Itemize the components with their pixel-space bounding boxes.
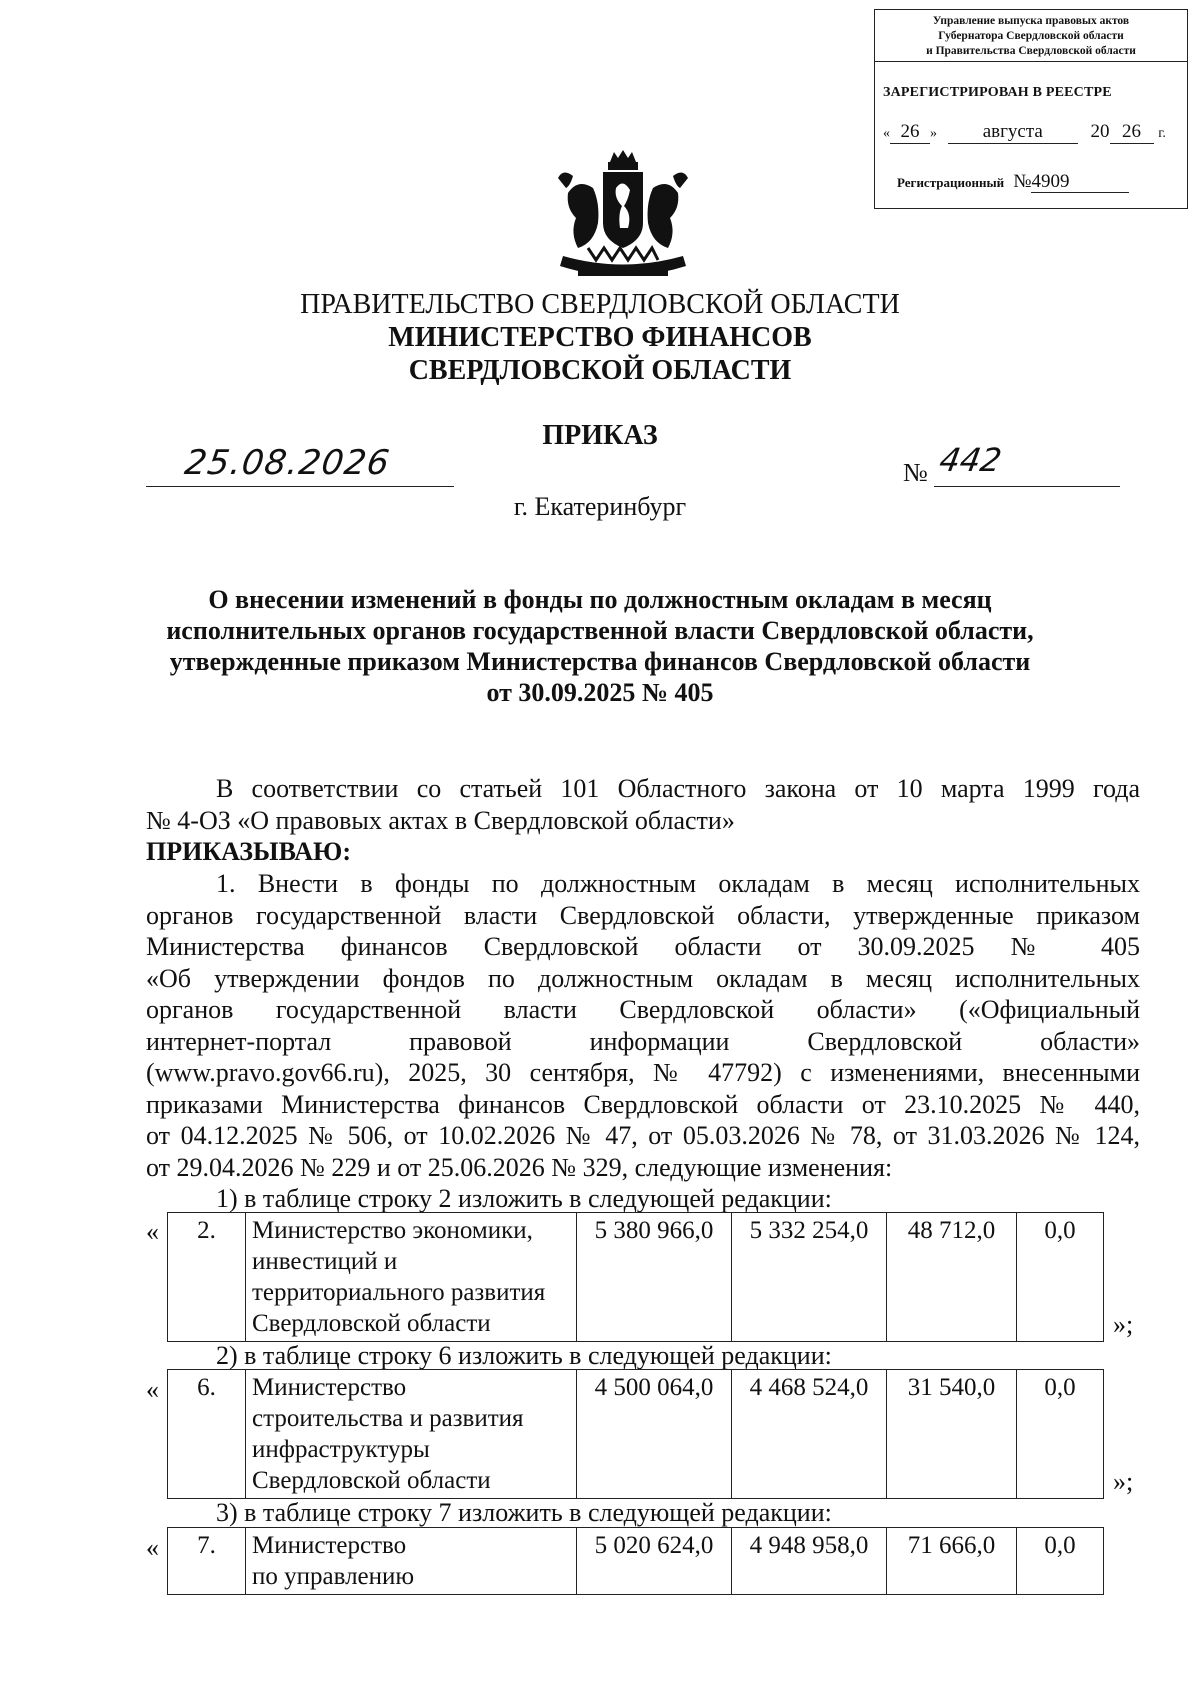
- row-value-2: 5 332 254,0: [732, 1213, 887, 1342]
- row-number: 7.: [168, 1528, 246, 1595]
- quote-open: «: [146, 1533, 159, 1562]
- stamp-header-line: и Правительства Свердловской области: [926, 45, 1136, 57]
- stamp-reg-label: Регистрационный: [897, 175, 1005, 190]
- order-number: 442: [936, 441, 1005, 479]
- org-line: Свердловской области: [252, 1467, 491, 1494]
- org-line: Министерство: [252, 1532, 407, 1559]
- row-value-2: 4 468 524,0: [732, 1370, 887, 1499]
- org-line: Свердловской области: [252, 1310, 491, 1337]
- item-line: от 29.04.2026 № 229 и от 25.06.2026 № 329, следующие изменения:: [146, 1152, 893, 1182]
- stamp-year-mark: г.: [1158, 126, 1166, 141]
- row-organization: [246, 1528, 577, 1595]
- row-number: 2.: [168, 1213, 246, 1342]
- stamp-year-suffix: 26: [1110, 121, 1154, 144]
- date-underline: [146, 486, 454, 487]
- stamp-registered-label: ЗАРЕГИСТРИРОВАН В РЕЕСТРЕ: [883, 85, 1112, 100]
- subject-line: утвержденные приказом Министерства финансов Свердловской области: [169, 647, 1031, 676]
- table-row-2: [167, 1212, 1104, 1342]
- quote-open: «: [146, 1375, 159, 1404]
- table-row-6: [167, 1369, 1104, 1499]
- quote-close: »;: [1113, 1467, 1134, 1496]
- stamp-header-line: Губернатора Свердловской области: [938, 30, 1124, 42]
- item-line: от 04.12.2025 № 506, от 10.02.2026 № 47, от 05.03.2026 № 78, от 31.03.2026 № 124,: [146, 1121, 1140, 1150]
- ministry-title-line1: МИНИСТЕРСТВО ФИНАНСОВ: [388, 322, 812, 353]
- sub-item-3: 3) в таблице строку 7 изложить в следующей редакции:: [216, 1498, 832, 1527]
- item-line: органов государственной власти Свердловской области» («Официальный: [146, 995, 1140, 1024]
- stamp-header-line: Управление выпуска правовых актов: [932, 15, 1130, 27]
- table-row-7: [167, 1527, 1104, 1595]
- subject-line: от 30.09.2025 № 405: [486, 678, 714, 707]
- registration-stamp: [874, 9, 1188, 209]
- row-value-2: 4 948 958,0: [732, 1528, 887, 1595]
- item-line: (www.pravo.gov66.ru), 2025, 30 сентября, № 47792) с изменениями, внесенными: [146, 1058, 1140, 1087]
- quote-close: »;: [1113, 1310, 1134, 1339]
- row-organization: [246, 1370, 577, 1499]
- order-number-sign: №: [903, 458, 928, 487]
- doc-type: ПРИКАЗ: [542, 420, 658, 451]
- org-line: Министерство: [252, 1374, 407, 1401]
- stamp-reg-value: 4909: [1031, 172, 1129, 193]
- item-1: [146, 868, 1140, 1183]
- item-line: Министерства финансов Свердловской области от 30.09.2025 № 405: [146, 932, 1140, 961]
- order-date: 25.08.2026: [182, 443, 393, 483]
- quote-open: «: [146, 1217, 159, 1246]
- stamp-header: [875, 10, 1187, 62]
- org-line: инвестиций и: [252, 1248, 398, 1275]
- row-value-3: 31 540,0: [887, 1370, 1017, 1499]
- item-line: приказами Министерства финансов Свердловской области от 23.10.2025 № 440,: [146, 1089, 1140, 1119]
- ministry-title-line2: СВЕРДЛОВСКОЙ ОБЛАСТИ: [408, 355, 792, 386]
- subject-line: О внесении изменений в фонды по должностным окладам в месяц: [208, 585, 992, 614]
- item-line: органов государственной власти Свердловской области, утвержденные приказом: [146, 900, 1140, 930]
- row-number: 6.: [168, 1370, 246, 1499]
- row-value-4: 0,0: [1017, 1213, 1104, 1342]
- stamp-month: августа: [948, 121, 1078, 144]
- stamp-day: 26: [890, 121, 930, 144]
- stamp-no-sign: №: [1013, 171, 1032, 192]
- stamp-quote-open: «: [883, 126, 890, 141]
- sub-item-1: 1) в таблице строку 2 изложить в следующей редакции:: [216, 1184, 832, 1213]
- item-line: 1. Внести в фонды по должностным окладам в месяц исполнительных: [216, 869, 1140, 898]
- row-value-4: 0,0: [1017, 1528, 1104, 1595]
- row-value-total: 4 500 064,0: [577, 1370, 732, 1499]
- row-value-3: 71 666,0: [887, 1528, 1017, 1595]
- item-line: «Об утверждении фондов по должностным окладам в месяц исполнительных: [146, 963, 1140, 993]
- stamp-date: [883, 121, 1183, 144]
- row-value-total: 5 380 966,0: [577, 1213, 732, 1342]
- stamp-reg-number: [897, 171, 1129, 193]
- preamble-line: В соответствии со статьей 101 Областного закона от 10 марта 1999 года: [216, 774, 1140, 803]
- preamble-line: № 4-ОЗ «О правовых актах в Свердловской области»: [146, 805, 735, 835]
- item-line: интернет-портал правовой информации Свердловской области»: [146, 1026, 1140, 1056]
- government-title: ПРАВИТЕЛЬСТВО СВЕРДЛОВСКОЙ ОБЛАСТИ: [300, 289, 900, 320]
- order-word: ПРИКАЗЫВАЮ:: [146, 837, 351, 866]
- stamp-quote-close: »: [930, 126, 937, 141]
- coat-of-arms-icon: [548, 148, 698, 288]
- row-value-4: 0,0: [1017, 1370, 1104, 1499]
- stamp-year-prefix: 20: [1090, 121, 1110, 142]
- subject-line: исполнительных органов государственной власти Свердловской области,: [166, 616, 1034, 645]
- city: г. Екатеринбург: [513, 492, 687, 521]
- preamble: [146, 773, 1140, 868]
- org-line: инфраструктуры: [252, 1436, 430, 1463]
- org-line: Министерство экономики,: [252, 1217, 533, 1244]
- org-line: территориального развития: [252, 1279, 546, 1306]
- row-value-3: 48 712,0: [887, 1213, 1017, 1342]
- org-line: по управлению: [252, 1563, 415, 1590]
- row-organization: [246, 1213, 577, 1342]
- number-underline: [934, 486, 1120, 487]
- org-line: строительства и развития: [252, 1405, 524, 1432]
- sub-item-2: 2) в таблице строку 6 изложить в следующей редакции:: [216, 1341, 832, 1370]
- order-subject: [130, 584, 1070, 708]
- row-value-total: 5 020 624,0: [577, 1528, 732, 1595]
